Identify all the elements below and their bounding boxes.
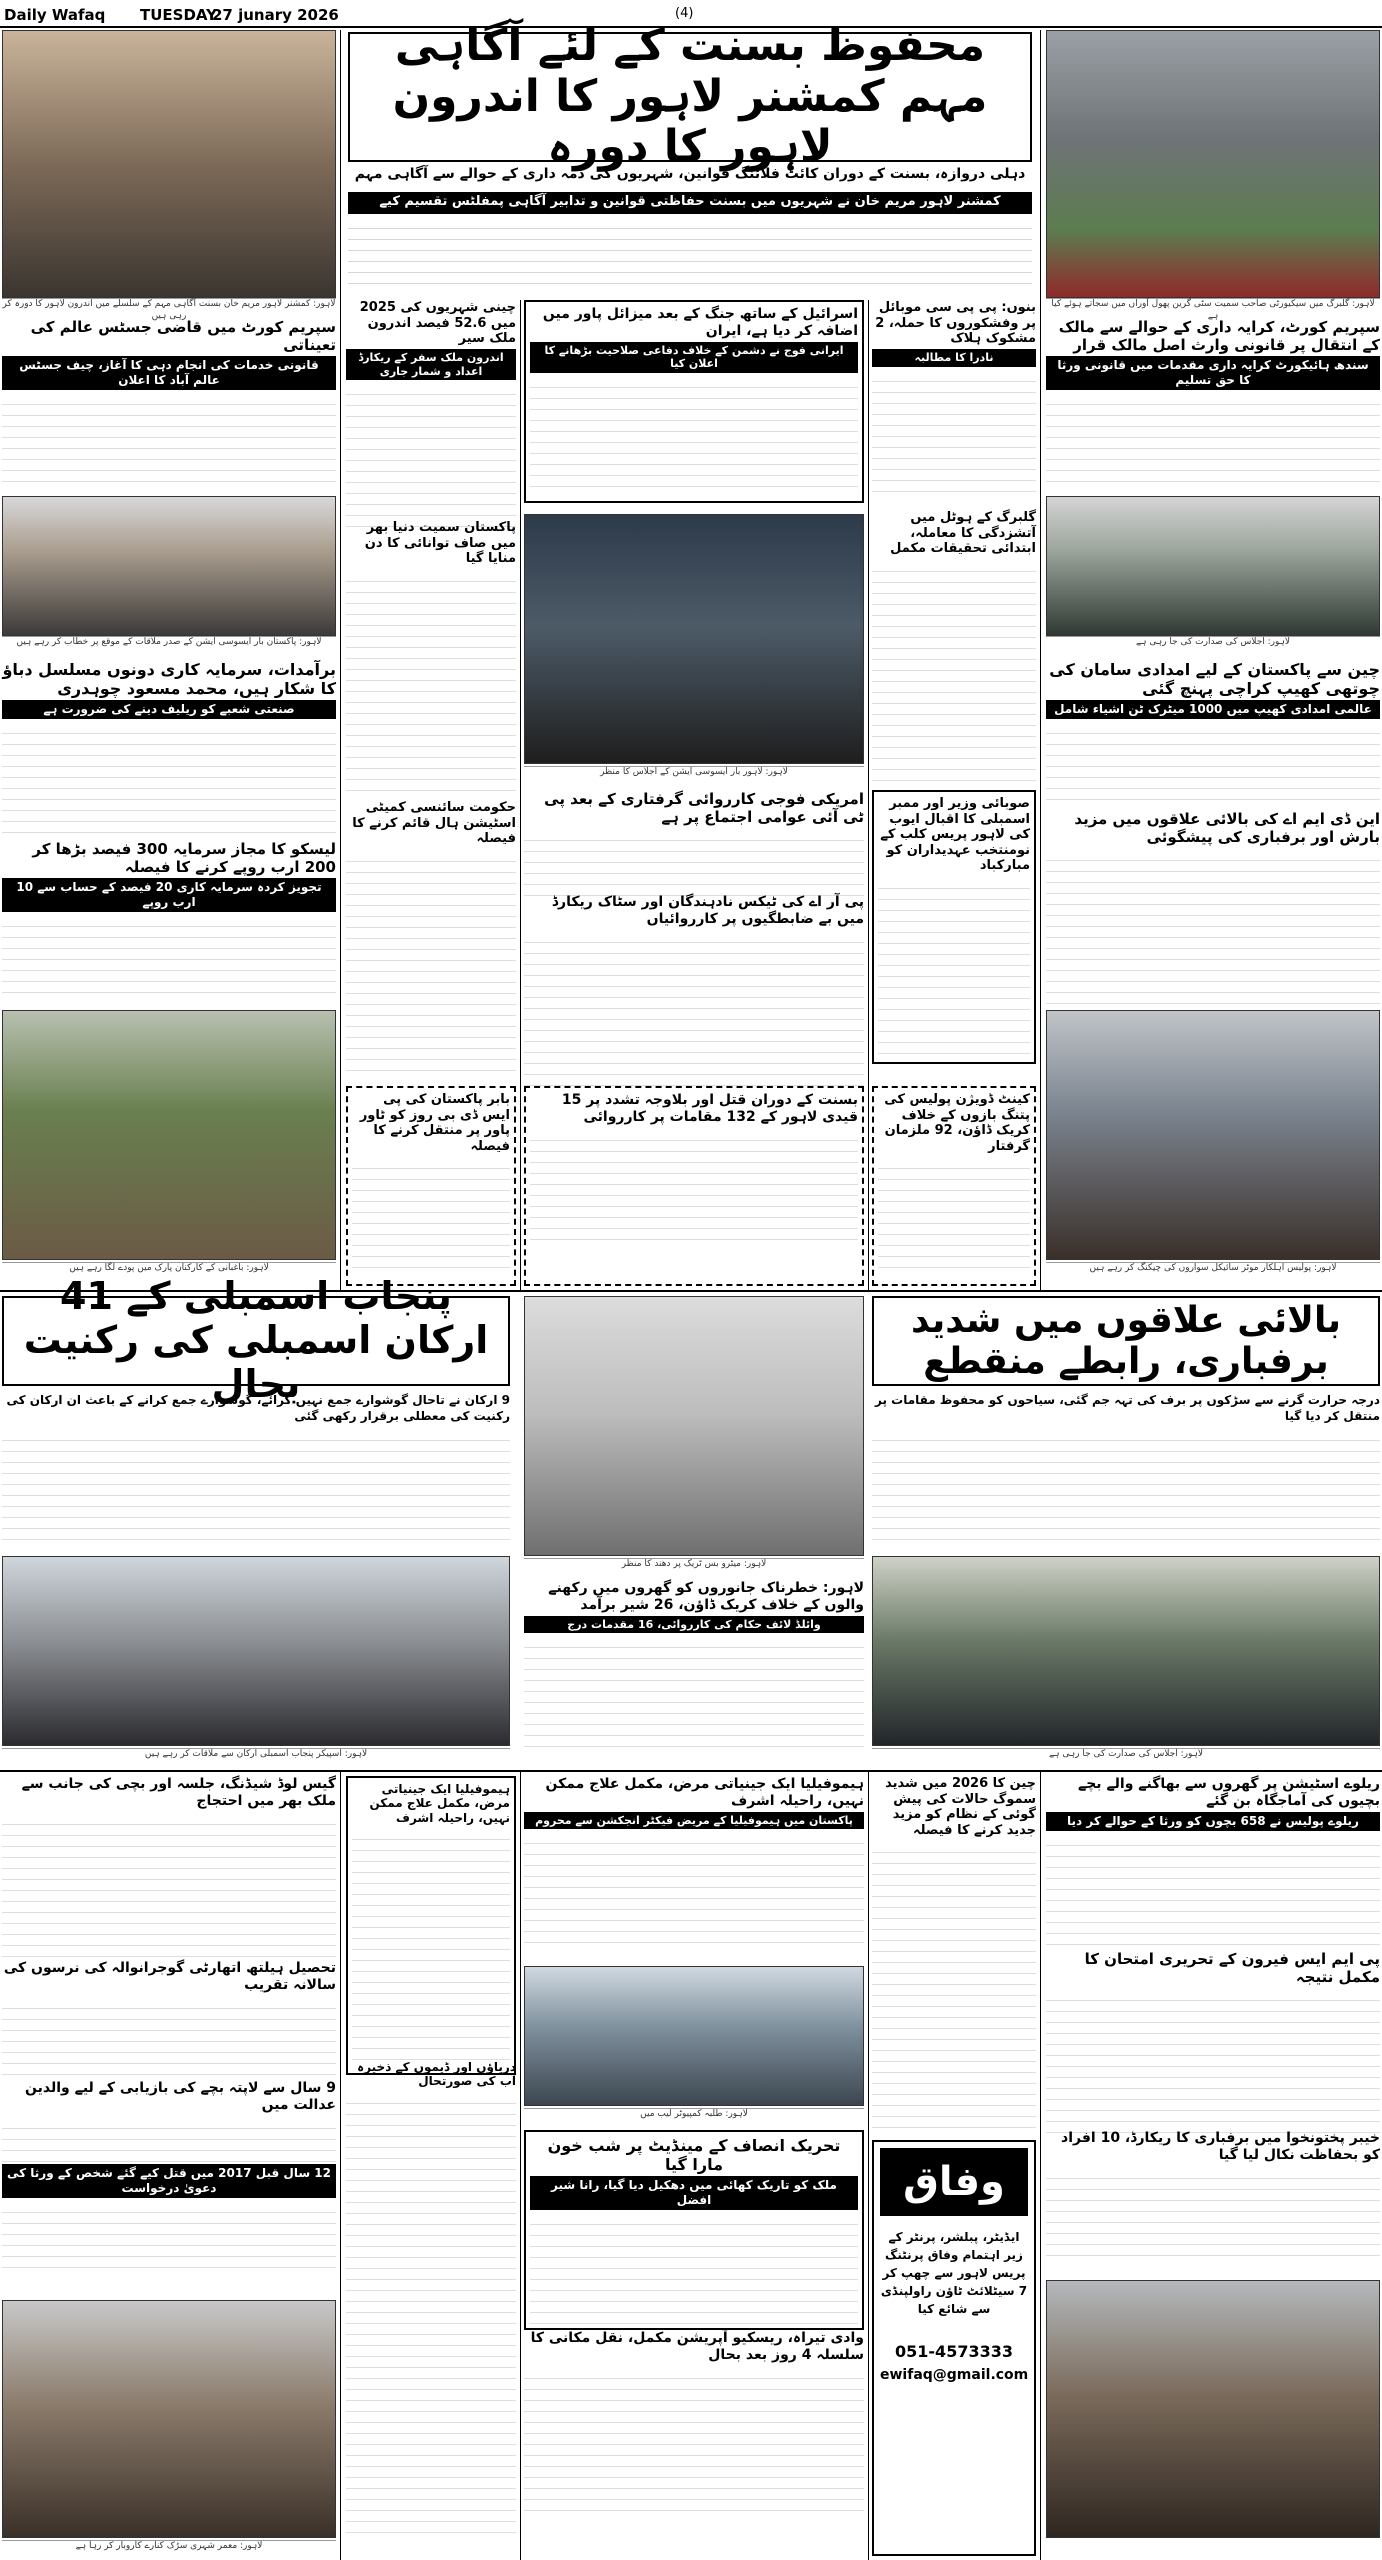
banner-left-subhead: 9 ارکان نے تاحال گوشوارے جمع نہیں کرائے، گوشوارے جمع کرانے کے باعث ان ارکان کی رکنیت کی معطلی برقرار رکھی گئی (6, 1393, 510, 1424)
photo-caption: لاہور: گلبرگ میں سیکیورٹی صاحب سمیت سٹی گرین پھول آوراں میں سجاتے ہوئے کیا ہے (1046, 298, 1380, 314)
story-headline: ہیموفیلیا ایک جینیاتی مرض، مکمل علاج ممکن نہیں، راحیلہ اشرف (369, 1782, 510, 1825)
section-rule (0, 1770, 1382, 1772)
story-headline: وادی تیراہ، ریسکیو آپریشن مکمل، نقل مکانی کا سلسلہ 4 روز بعد بحال (530, 2330, 864, 2363)
story-subhead: نادرا کا مطالبہ (872, 349, 1036, 367)
masthead-date: 27 junary 2026 (212, 6, 339, 24)
story-headline: اسرائیل کے ساتھ جنگ کے بعد میزائل پاور میں اضافہ کر دیا ہے، ایران (542, 306, 858, 339)
story-mid-2 (524, 300, 864, 503)
story-body (530, 2214, 858, 2324)
story-bl-1 (2, 1776, 336, 1964)
banner-left-headline: پنجاب اسمبلی کے 41 ارکان اسمبلی کی رکنیت بحال (23, 1274, 489, 1406)
story-body (878, 1158, 1030, 1278)
story-headline: گیس لوڈ شیڈنگ، جلسہ اور بچی کی جانب سے ملک بھر میں احتجاج (21, 1776, 336, 1809)
story-headline: این ڈی ایم اے کی بالائی علاقوں میں مزید بارش اور برفباری کی پیشگوئی (1074, 810, 1380, 846)
column-rule (340, 30, 341, 1290)
story-body (530, 1130, 858, 1250)
story-headline: حکومت سائنسی کمیٹی اسٹیشن ہال قائم کرنے کا فیصلہ (352, 800, 516, 847)
story-subhead: عالمی امدادی کھیپ میں 1000 میٹرک ٹن اشیاء شامل (1046, 700, 1380, 719)
publisher-email[interactable]: ewifaq@gmail.com (880, 2367, 1029, 2383)
story-right-2 (1046, 660, 1380, 803)
photo-caption: لاہور: طلبہ کمپیوٹر لیب میں (524, 2108, 864, 2124)
story-headline: ریلوے اسٹیشن پر گھروں سے بھاگنے والے بچے بچیوں کی آماجگاہ بن گئے (1078, 1776, 1380, 1809)
story-body (524, 1833, 864, 1943)
story-subhead: سندھ ہائیکورٹ کرایہ داری مقدمات میں قانونی ورثا کا حق تسلیم (1046, 356, 1380, 390)
story-body (524, 1637, 864, 1747)
story-body (352, 1829, 510, 2069)
story-body (1046, 723, 1380, 803)
story-headline: سپریم کورٹ میں قاضی جسٹس عالم کی تعیناتی (30, 318, 336, 354)
story-mid-7 (872, 790, 1036, 1064)
story-bl-6 (872, 1776, 1036, 2132)
police-checking-photo (1046, 1010, 1380, 1260)
photo-caption: لاہور: پاکستان بار ایسوسی ایشن کے صدر ملاقات کے موقع پر خطاب کر رہے ہیں (2, 636, 336, 652)
column-rule (868, 1772, 869, 2560)
story-bl-3 (346, 2060, 516, 2533)
bar-association-photo (524, 514, 864, 764)
masthead-day: TUESDAY (140, 6, 217, 24)
story-headline: 12 سال قبل 2017 میں قتل کیے گئے شخص کے ورثا کی دعویٰ درخواست (2, 2164, 336, 2198)
officials-meeting-photo (1046, 496, 1380, 636)
story-body (1046, 394, 1380, 484)
story-body (524, 830, 864, 900)
photo-caption: لاہور: باغبانی کے کارکنان پارک میں پودے لگا رہے ہیں (2, 1262, 336, 1278)
banner-left-box (2, 1274, 510, 1406)
page-number: (4) (675, 6, 694, 21)
photo-caption: لاہور: لاہور بار ایسوسی ایشن کے اجلاس کا منظر (524, 766, 864, 782)
story-bl-11 (2, 2080, 336, 2168)
story-left-2 (346, 300, 516, 534)
column-rule (520, 1772, 521, 2560)
story-headline: چین سے پاکستان کے لیے امدادی سامان کی چوتھی کھیپ کراچی پہنچ گئی (1049, 660, 1380, 699)
story-body (1046, 1835, 1380, 1945)
story-body (872, 371, 1036, 501)
gardeners-photo (2, 1010, 336, 1260)
story-body (878, 878, 1030, 1058)
story-body (2, 916, 336, 996)
story-headline: برآمدات، سرمایہ کاری دونوں مسلسل دباؤ کا شکار ہیں، محمد مسعود چوہدری (2, 660, 336, 699)
story-body (872, 561, 1036, 781)
story-mid-6 (524, 894, 864, 1092)
story-body (346, 384, 516, 534)
column-rule (1040, 30, 1041, 1290)
story-headline: دریاؤں اور ڈیموں کے ذخیرہ آب کی صورتحال (357, 2060, 516, 2089)
flowers-photo (1046, 30, 1380, 298)
snowfall-crowd-photo (1046, 2280, 1380, 2538)
story-subhead: ایرانی فوج نے دشمن کے خلاف دفاعی صلاحیت بڑھانے کا اعلان کیا (530, 342, 858, 374)
story-headline: لیسکو کا مجاز سرمایہ 300 فیصد بڑھا کر 200 ارب روپے کرنے کا فیصلہ (32, 840, 336, 876)
story-left-4 (346, 520, 516, 791)
story-subhead: قانونی خدمات کی انجام دہی کا آغاز، چیف جسٹس عالم آباد کا اعلان (2, 356, 336, 390)
story-headline: کینٹ ڈویژن پولیس کی پتنگ بازوں کے خلاف کریک ڈاؤن، 92 ملزمان گرفتار (884, 1092, 1030, 1154)
story-center (524, 1580, 864, 1747)
story-bl-5 (1046, 1950, 1380, 2140)
story-left-6 (2, 840, 336, 996)
column-rule (1040, 1772, 1041, 2560)
conference-photo (872, 1556, 1380, 1746)
story-mid-1 (872, 300, 1036, 501)
column-rule (868, 300, 869, 1290)
banner-left-body (2, 1430, 510, 1550)
story-body (1046, 850, 1380, 1020)
top-headline-box (348, 20, 1032, 173)
story-left-7 (346, 1086, 516, 1286)
column-rule (340, 1772, 341, 2560)
story-body (346, 2093, 516, 2533)
story-subhead: صنعتی شعبے کو ریلیف دینے کی ضرورت ہے (2, 700, 336, 719)
top-subhead: دہلی دروازہ، بسنت کے دوران کائٹ فلائنگ قوانین، شہریوں کی ذمہ داری کے حوالے سے آگاہی مہم (354, 166, 1026, 182)
story-bl-12 (2, 2164, 336, 2272)
story-subhead: ریلوے پولیس نے 658 بچوں کو ورثا کے حوالے کر دیا (1046, 1812, 1380, 1831)
publisher-box (872, 2140, 1036, 2556)
story-bl-8 (524, 2330, 864, 2518)
banner-right-box (872, 1296, 1380, 1386)
story-body (1046, 2168, 1380, 2258)
column-rule (520, 300, 521, 1290)
story-body (2, 1814, 336, 1964)
publisher-logo: وفاق (880, 2148, 1028, 2216)
photo-caption: لاہور: کمشنر لاہور مریم خان بسنت آگاہی مہم کے سلسلے میں اندرون لاہور کا دورہ کر رہی ہیں (2, 299, 336, 321)
story-headline: لاہور: خطرناک جانوروں کو گھروں میں رکھنے والوں کے خلاف کریک ڈاؤن، 26 شیر برآمد (548, 1580, 864, 1613)
story-subhead: اندرون ملک سفر کے ریکارڈ اعداد و شمار جاری (346, 349, 516, 381)
story-body (352, 1158, 510, 1278)
banner-right-subhead: درجہ حرارت گرنے سے سڑکوں پر برف کی تہہ جم گئی، سیاحوں کو محفوظ مقامات پر منتقل کر دیا گیا (875, 1393, 1380, 1424)
story-body (2, 1998, 336, 2078)
story-headline: بسنت کے دوران قتل اور بلاوجہ تشدد پر 15 قیدی لاہور کے 132 مقامات پر کارروائی (561, 1092, 858, 1125)
story-mid-4 (346, 800, 516, 1081)
story-bl-2 (524, 1776, 864, 1943)
story-headline: چین کا 2026 میں شدید سموگ حالات کی پیش گوئی کے نظام کو مزید جدید کرنے کا فیصلہ (885, 1776, 1036, 1838)
story-headline: گلبرگ کے ہوٹل میں آتشزدگی کا معاملہ، ابتدائی تحقیقات مکمل (890, 510, 1036, 557)
story-bl-2-side (346, 1776, 516, 2075)
commissioner-visit-photo (2, 30, 336, 298)
story-body (2, 2118, 336, 2168)
photo-caption: لاہور: اجلاس کی صدارت کی جا رہی ہے (872, 1748, 1380, 1764)
masthead-paper: Daily Wafaq (4, 6, 106, 24)
top-story-body (348, 218, 1032, 288)
story-right-4 (872, 1086, 1036, 1286)
story-body (2, 394, 336, 484)
story-bl-10 (2, 1960, 336, 2078)
story-headline: خیبر پختونخوا میں برفباری کا ریکارڈ، 10 افراد کو بحفاظت نکال لیا گیا (1061, 2130, 1380, 2163)
top-headline: محفوظ بسنت کے لئے آگاہی مہم کمشنر لاہور کا اندرون لاہور کا دورہ (392, 20, 988, 173)
story-body (524, 2368, 864, 2518)
story-headline: ہیموفیلیا ایک جینیاتی مرض، مکمل علاج ممکن نہیں، راحیلہ اشرف (545, 1776, 864, 1809)
story-bl-4 (1046, 1776, 1380, 1945)
story-body (2, 723, 336, 843)
story-subhead: تجویز کردہ سرمایہ کاری 20 فیصد کے حساب سے 10 ارب روپے (2, 878, 336, 912)
story-bl-9 (1046, 2130, 1380, 2258)
publisher-phone: 051-4573333 (895, 2342, 1013, 2361)
assembly-meeting-photo (2, 1556, 510, 1746)
publisher-info: ایڈیٹر، پبلشر، پرنٹر کے زیر اہتمام وفاق پرنٹنگ پریس لاہور سے چھپ کر 7 سیٹلائٹ ٹاؤن راولپنڈی سے شائع کیا (880, 2230, 1028, 2316)
story-mid-3 (872, 510, 1036, 781)
story-body (2, 2202, 336, 2272)
story-headline: پاکستان سمیت دنیا بھر میں صاف توانائی کا دن منایا گیا (364, 520, 516, 567)
story-left-5 (2, 660, 336, 843)
students-photo (524, 1966, 864, 2106)
story-headline: پی آر اے کی ٹیکس نادہندگان اور سٹاک ریکارڈ میں بے ضابطگیوں پر کارروائیاں (551, 894, 864, 927)
story-left-3 (2, 318, 336, 484)
photo-caption: لاہور: معمر شہری سڑک کنارے کاروبار کر رہا ہے (2, 2540, 336, 2556)
story-body (524, 932, 864, 1092)
story-headline: تحصیل ہیلتھ اتھارٹی گوجرانوالہ کی نرسوں کی سالانہ تقریب (3, 1960, 336, 1993)
story-body (872, 1842, 1036, 2132)
story-subhead: وائلڈ لائف حکام کی کارروائی، 16 مقدمات درج (524, 1616, 864, 1634)
photo-caption: لاہور: میٹرو بس ٹریک پر دھند کا منظر (524, 1558, 864, 1574)
story-body (1046, 1990, 1380, 2140)
story-headline: صوبائی وزیر اور ممبر اسمبلی کا اقبال ایوب کی لاہور پریس کلب کے نومنتخب عہدیداران کو مبارکباد (880, 796, 1030, 874)
story-headline: 9 سال سے لاپتہ بچے کی بازیابی کے لیے والدین عدالت میں (25, 2080, 336, 2113)
elderly-vendor-photo (2, 2300, 336, 2538)
metro-fog-photo (524, 1296, 864, 1556)
photo-caption: لاہور: پولیس اہلکار موٹر سائیکل سواروں کی چیکنگ کر رہے ہیں (1046, 1262, 1380, 1278)
story-headline: بنوں: پی پی سی موبائل پر وفشکوروں کا حملہ، 2 مشکوک ہلاک (875, 300, 1036, 347)
story-body (346, 571, 516, 791)
story-headline: چینی شہریوں کی 2025 میں 52.6 فیصد اندرون ملک سیر (359, 300, 516, 347)
story-headline: بابر پاکستان کی پی ایس ڈی بی روز کو ٹاور پاور پر منتقل کرنے کا فیصلہ (359, 1092, 510, 1154)
story-bl-7 (524, 2130, 864, 2330)
story-headline: پی ایم ایس فیرون کے تحریری امتحان کا مکمل نتیجہ (1084, 1950, 1380, 1986)
story-right-1 (1046, 318, 1380, 484)
story-headline: امریکی فوجی کارروائی گرفتاری کے بعد پی ٹی آئی عوامی اجتماع پر ہے (544, 790, 864, 826)
top-subhead-inverted: کمشنر لاہور مریم خان نے شہریوں میں بسنت حفاظتی قوانین و تدابیر آگاہی پمفلٹس تقسیم کیے (348, 192, 1032, 214)
story-subhead: ملک کو تاریک کھائی میں دھکیل دیا گیا، رانا شیر افضل (530, 2176, 858, 2210)
story-body (346, 851, 516, 1081)
story-body (530, 377, 858, 497)
banner-right-body (872, 1430, 1380, 1550)
story-headline: سپریم کورٹ، کرایہ داری کے حوالے سے مالک کے انتقال پر قانونی وارث اصل مالک قرار (1058, 318, 1380, 354)
story-right-3 (1046, 810, 1380, 1020)
photo-caption: لاہور: اجلاس کی صدارت کی جا رہی ہے (1046, 636, 1380, 652)
story-mid-8 (524, 1086, 864, 1286)
story-headline: تحریک انصاف کے مینڈیٹ پر شب خون مارا گیا (547, 2136, 841, 2175)
photo-caption: لاہور: اسپیکر پنجاب اسمبلی ارکان سے ملاقات کر رہے ہیں (2, 1748, 510, 1764)
story-mid-5 (524, 790, 864, 900)
meeting-photo (2, 496, 336, 636)
story-subhead: پاکستان میں ہیموفیلیا کے مریض فیکٹر انجکشن سے محروم (524, 1812, 864, 1830)
banner-right-headline: بالائی علاقوں میں شدید برفباری، رابطے منقطع (910, 1299, 1342, 1382)
